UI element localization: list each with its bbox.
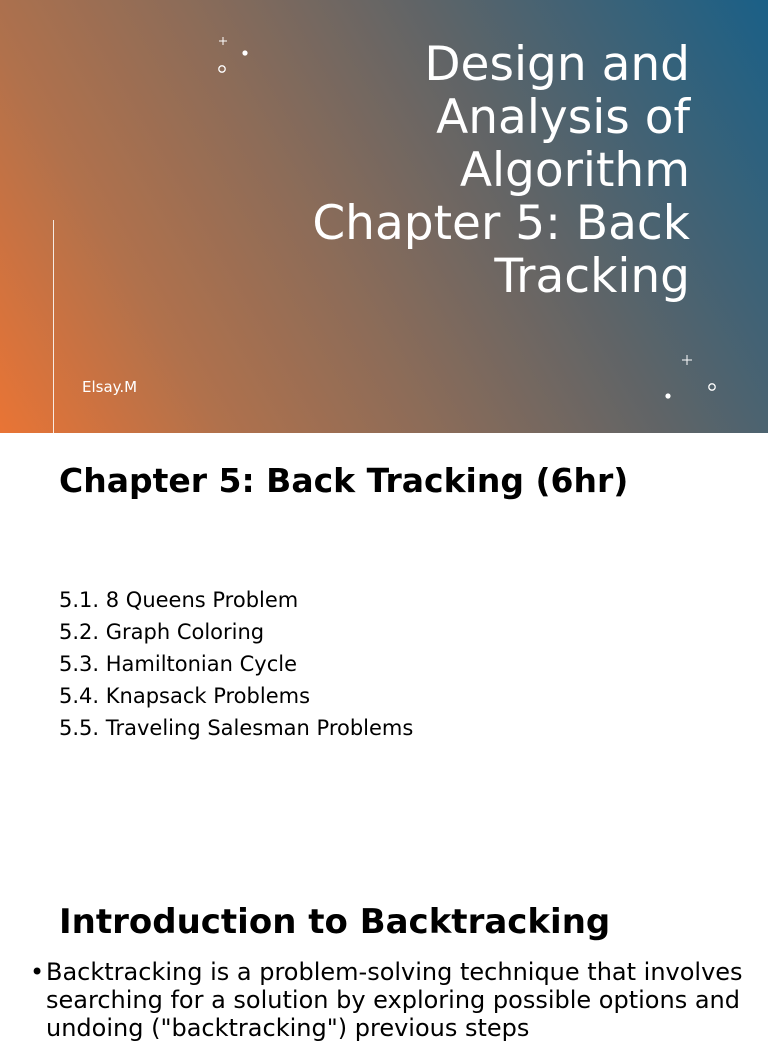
ring-icon — [709, 384, 715, 390]
title-line: Chapter 5: Back — [312, 196, 690, 251]
introduction-slide — [0, 870, 768, 1042]
chapter-outline-slide — [0, 433, 768, 870]
title-slide — [0, 0, 768, 433]
topic-list — [59, 584, 413, 744]
intro-heading: Introduction to Backtracking — [59, 902, 611, 942]
outline-heading: Chapter 5: Back Tracking (6hr) — [59, 461, 629, 500]
list-item: 5.4. Knapsack Problems — [59, 684, 311, 708]
list-item: 5.3. Hamiltonian Cycle — [59, 652, 298, 676]
plus-icon — [219, 37, 227, 45]
dot-icon — [242, 50, 247, 55]
list-item: 5.2. Graph Coloring — [59, 620, 265, 644]
list-item: 5.1. 8 Queens Problem — [59, 588, 299, 612]
bullet-text: Backtracking is a problem-solving technique that involves searching for a solution by exploring possible options and undoing ("backtracking") previous steps — [46, 958, 743, 1042]
author-name: Elsay.M — [82, 378, 138, 396]
plus-icon — [682, 355, 692, 365]
decorative-sparkles-top — [214, 32, 254, 76]
title-line: Algorithm — [459, 143, 690, 198]
decorative-vertical-line — [53, 220, 54, 433]
decorative-sparkles-bottom — [656, 348, 726, 408]
list-item: 5.5. Traveling Salesman Problems — [59, 716, 414, 740]
title-line: Analysis of — [436, 90, 690, 145]
bullet-point — [30, 958, 760, 1042]
title-line: Tracking — [494, 249, 690, 304]
bullet-icon: • — [30, 958, 45, 986]
dot-icon — [665, 393, 670, 398]
ring-icon — [219, 66, 225, 72]
slide-title — [260, 38, 690, 303]
title-line: Design and — [424, 37, 690, 92]
